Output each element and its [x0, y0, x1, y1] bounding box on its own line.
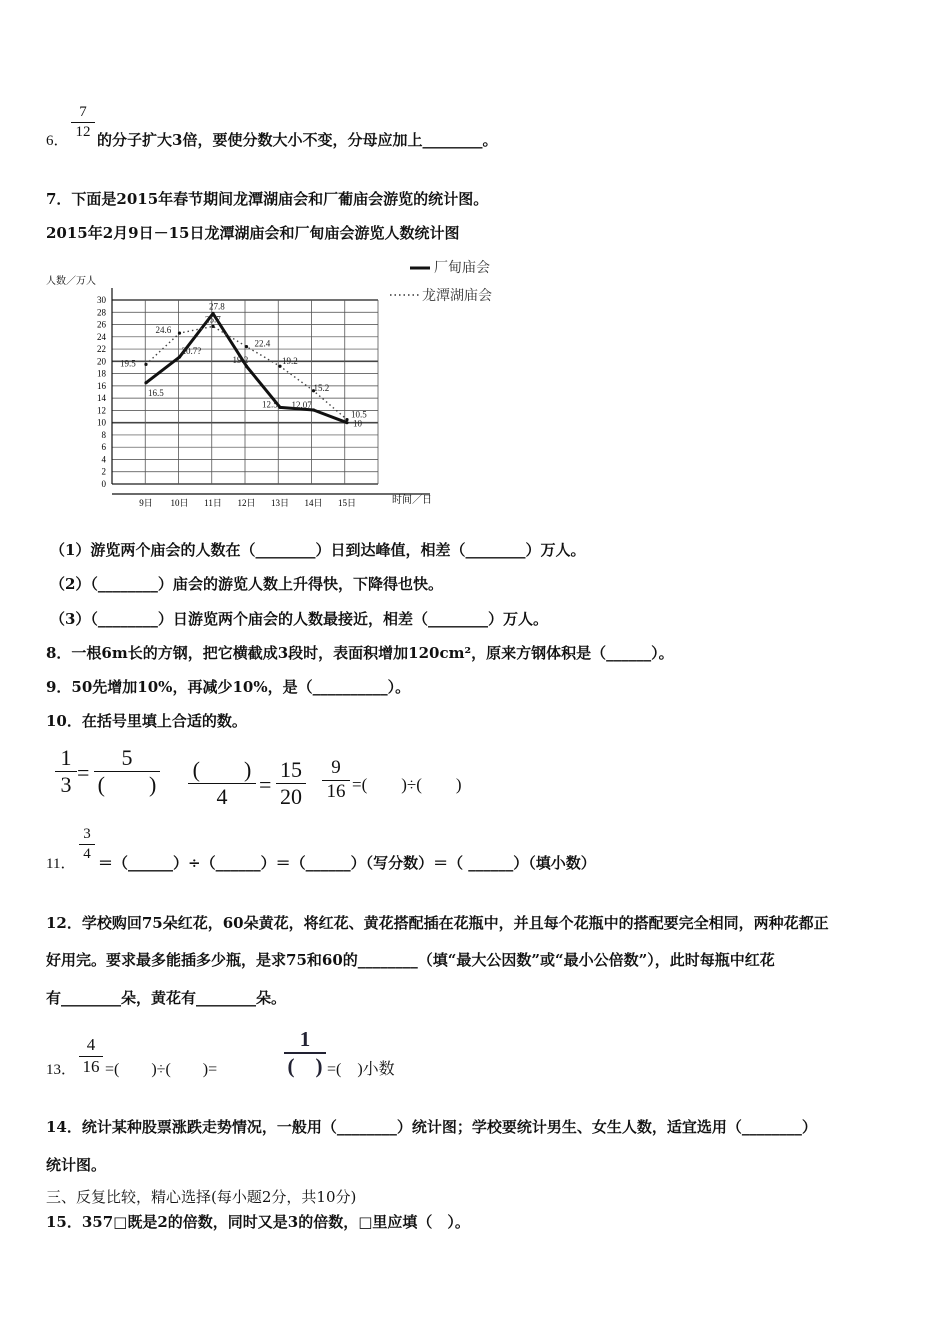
fraction-bar [79, 844, 95, 845]
denominator-blank: ( ) [97, 772, 157, 798]
fraction-bar [71, 122, 95, 123]
q6-fraction [71, 104, 95, 140]
y-tick-label: 26 [97, 319, 106, 330]
q13-tail: =( )小数 [327, 1061, 395, 1078]
data-label: 15.2 [313, 382, 330, 393]
data-label: 20.7? [181, 346, 202, 357]
q10-expr1-left-fraction [55, 746, 77, 797]
y-tick-label: 8 [101, 429, 106, 440]
series-longtanhu-line [146, 326, 347, 419]
q6-denominator: 12 [75, 123, 91, 140]
q12-line1: 12．学校购回75朵红花，60朵黄花，将红花、黄花搭配插在花瓶中，并且每个花瓶中的搭配要完全相同，两种花都正 [46, 914, 829, 932]
data-label: 10 [353, 418, 362, 429]
numerator: 1 [299, 1027, 311, 1051]
denominator: 4 [216, 784, 228, 810]
q11-number: 11． [46, 856, 76, 872]
q13-fraction [79, 1036, 103, 1076]
y-tick-label: 6 [101, 442, 106, 453]
data-point [178, 332, 181, 335]
q13-number: 13． [46, 1062, 77, 1078]
denominator: 16 [326, 780, 346, 802]
q11-text: ＝（______）÷（______）＝（______）（写分数）＝（ ______）（填小数） [98, 854, 596, 872]
q7-intro: 7．下面是2015年春节期间龙潭湖庙会和厂葡庙会游览的统计图。 [46, 190, 489, 208]
data-label: 19.2 [282, 356, 298, 367]
y-tick-label: 16 [97, 380, 106, 391]
q10-expr2-left-fraction [188, 758, 256, 809]
y-tick-label: 20 [97, 356, 106, 367]
legend-series-1: 厂甸庙会 [434, 261, 490, 276]
q7-sub1: （1）游览两个庙会的人数在（________）日到达峰值，相差（________）万人。 [50, 541, 586, 559]
data-label: 12.5 [262, 399, 278, 410]
data-point [144, 381, 147, 384]
y-tick-label: 22 [97, 344, 106, 355]
q7-chart-title: 2015年2月9日－15日龙潭湖庙会和厂甸庙会游览人数统计图 [46, 224, 460, 242]
data-label: 25.7 [205, 314, 221, 325]
x-tick-labels [139, 498, 356, 508]
y-axis-label: 人数／万人 [46, 276, 96, 287]
chart-series [144, 312, 348, 424]
q7-line-chart [40, 250, 520, 520]
chart-legend [390, 260, 492, 304]
data-point [345, 418, 348, 421]
q10-expr2-right-fraction [276, 758, 306, 809]
y-tick-label: 30 [97, 295, 106, 305]
q12-line3: 有________朵，黄花有________朵。 [46, 989, 287, 1007]
legend-series-2: 龙潭湖庙会 [422, 289, 492, 304]
data-label: 10.5 [351, 409, 367, 420]
x-tick-label: 15日 [337, 498, 357, 508]
denominator: 4 [83, 845, 91, 862]
data-point [144, 363, 147, 366]
data-label: 24.6 [155, 325, 172, 336]
denominator-blank: ( ) [287, 1054, 323, 1079]
q7-sub2: （2）（________）庙会的游览人数上升得快，下降得也快。 [50, 575, 443, 593]
data-point [278, 406, 281, 409]
q9-text: 9．50先增加10%，再减少10%，是（__________）。 [46, 678, 411, 696]
x-tick-label: 13日 [270, 498, 290, 508]
q12-line2: 好用完。要求最多能插多少瓶，是求75和60的________（填“最大公因数”或“最小公倍数”），此时每瓶中红花 [46, 951, 775, 969]
q14-line2: 统计图。 [46, 1156, 107, 1174]
numerator: 4 [86, 1035, 96, 1054]
q8-text: 8．一根6m长的方钢，把它横截成3段时，表面积增加120cm²，原来方钢体积是（______）。 [46, 644, 674, 662]
y-tick-labels [97, 295, 107, 489]
numerator: 1 [60, 745, 72, 770]
q14-line1: 14．统计某种股票涨跌走势情况，一般用（________）统计图；学校要统计男生、女生人数，适宜选用（________） [46, 1118, 817, 1136]
data-label: 19.5 [120, 358, 136, 369]
x-tick-label: 12日 [237, 498, 256, 508]
numerator: 15 [280, 757, 302, 782]
q10-text: 10．在括号里填上合适的数。 [46, 712, 247, 730]
section-3-heading: 三、反复比较，精心选择(每小题2分，共10分) [46, 1188, 357, 1206]
y-tick-label: 18 [97, 368, 106, 379]
q7-sub3: （3）（________）日游览两个庙会的人数最接近，相差（________）万人。 [50, 610, 548, 628]
data-labels [120, 301, 367, 428]
q15-text: 15．357□既是2的倍数，同时又是3的倍数，□里应填（ ）。 [46, 1213, 470, 1231]
q6-text: 的分子扩大3倍，要使分数大小不变，分母应加上________。 [97, 131, 498, 149]
y-tick-label: 28 [97, 307, 106, 318]
data-point [345, 421, 348, 424]
data-point [211, 325, 214, 328]
y-tick-label: 14 [97, 393, 106, 404]
y-tick-label: 12 [97, 405, 106, 416]
q10-expr1-right-fraction [94, 746, 160, 797]
data-label: 16.5 [148, 387, 164, 398]
numerator: 3 [83, 826, 91, 842]
q13-middle: =( )÷( )= [105, 1061, 218, 1078]
data-label: 19.2 [232, 355, 249, 366]
data-point [245, 345, 248, 348]
y-tick-label: 0 [101, 479, 106, 489]
y-tick-label: 2 [101, 466, 106, 477]
q10-expr3-fraction [322, 758, 350, 803]
x-tick-label: 10日 [170, 498, 189, 508]
q11-fraction [79, 826, 95, 862]
denominator: 20 [280, 784, 302, 810]
data-label: 22.4 [254, 338, 271, 349]
x-axis-label: 时间／日 [392, 495, 432, 506]
q6-numerator: 7 [79, 104, 87, 120]
y-tick-label: 10 [97, 417, 106, 428]
numerator: 5 [121, 745, 133, 770]
x-tick-label: 14日 [304, 498, 323, 508]
x-tick-label: 9日 [139, 498, 153, 508]
denominator: 3 [60, 772, 72, 798]
numerator: 9 [331, 757, 341, 778]
x-tick-label: 11日 [204, 498, 222, 508]
q13-second-fraction [284, 1028, 326, 1078]
denominator: 16 [82, 1056, 100, 1076]
data-label: 27.8 [209, 301, 225, 312]
equals-sign: = [259, 772, 272, 797]
equals-sign: = [77, 760, 90, 785]
series-changdian-line [146, 313, 347, 422]
numerator-blank: ( ) [192, 757, 252, 782]
q6-number: 6． [46, 133, 69, 149]
data-point [312, 408, 315, 411]
y-tick-label: 24 [97, 331, 106, 342]
q10-expr3-rest: =( )÷( ) [352, 775, 462, 794]
data-label: 12.07 [291, 399, 312, 410]
y-tick-label: 4 [101, 454, 106, 465]
